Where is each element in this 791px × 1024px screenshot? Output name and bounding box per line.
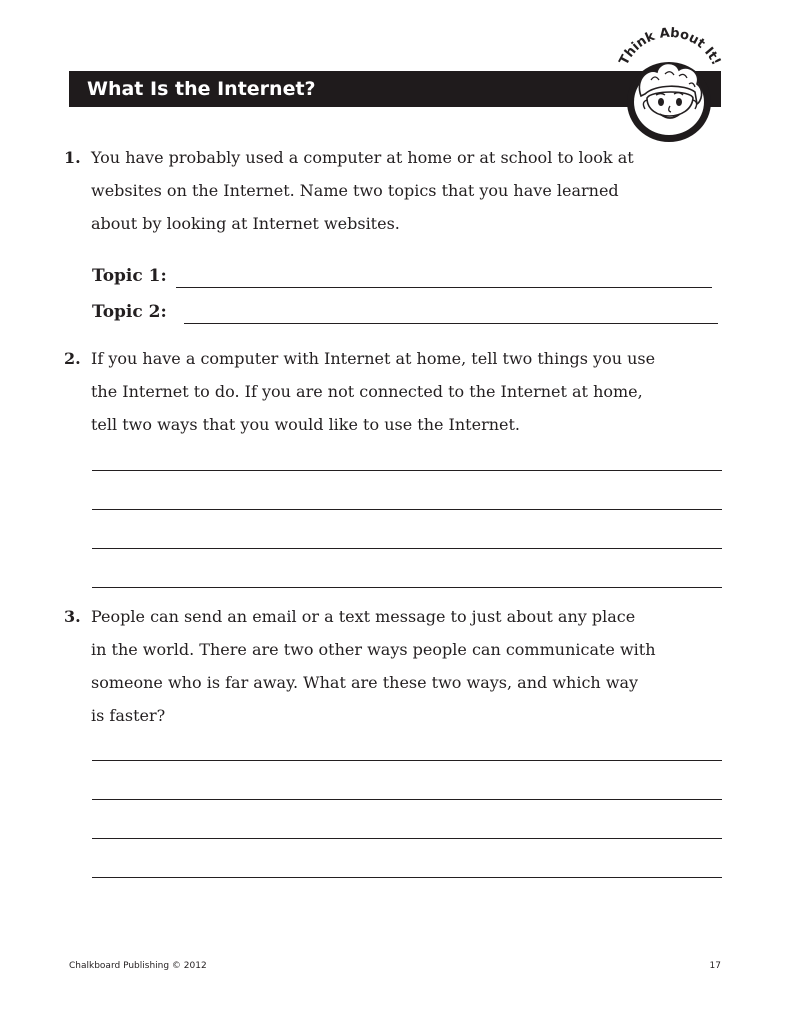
page-title: What Is the Internet? [87, 78, 316, 100]
answer-line[interactable] [92, 799, 722, 800]
topic-1-answer-line[interactable] [176, 287, 712, 288]
topic-1-row [92, 258, 712, 288]
question-3-line: is faster? [91, 706, 166, 725]
topic-2-row [92, 294, 718, 324]
question-3-line: 3. People can send an email or a text message to just about any place [64, 600, 734, 633]
answer-line[interactable] [92, 470, 722, 471]
answer-line[interactable] [92, 587, 722, 588]
answer-line[interactable] [92, 760, 722, 761]
question-3-line: someone who is far away. What are these two ways, and which way [91, 673, 639, 692]
question-3 [64, 600, 734, 732]
question-number: 3. [64, 607, 81, 626]
question-1-line: about by looking at Internet websites. [91, 214, 400, 233]
answer-line[interactable] [92, 838, 722, 839]
think-about-it-badge [605, 14, 735, 144]
thinking-kid-icon [605, 14, 735, 144]
question-2-line: 2. If you have a computer with Internet at home, tell two things you use [64, 342, 734, 375]
answer-line[interactable] [92, 509, 722, 510]
badge-label: Think About It! [616, 25, 724, 68]
topic-2-answer-line[interactable] [184, 323, 718, 324]
topic-1-label: Topic 1: [92, 266, 167, 286]
question-1 [64, 141, 734, 240]
question-3-line: in the world. There are two other ways people can communicate with [91, 640, 656, 659]
publisher-credit: Chalkboard Publishing © 2012 [69, 961, 207, 971]
answer-line[interactable] [92, 548, 722, 549]
topic-2-label: Topic 2: [92, 302, 167, 322]
question-2-line: tell two ways that you would like to use the Internet. [91, 415, 521, 434]
answer-line[interactable] [92, 877, 722, 878]
question-1-line: websites on the Internet. Name two topics that you have learned [91, 181, 619, 200]
question-1-line: 1. You have probably used a computer at home or at school to look at [64, 141, 734, 174]
page-number: 17 [709, 961, 721, 971]
question-number: 2. [64, 349, 81, 368]
question-2 [64, 342, 734, 441]
question-2-line: the Internet to do. If you are not connected to the Internet at home, [91, 382, 643, 401]
question-number: 1. [64, 148, 81, 167]
